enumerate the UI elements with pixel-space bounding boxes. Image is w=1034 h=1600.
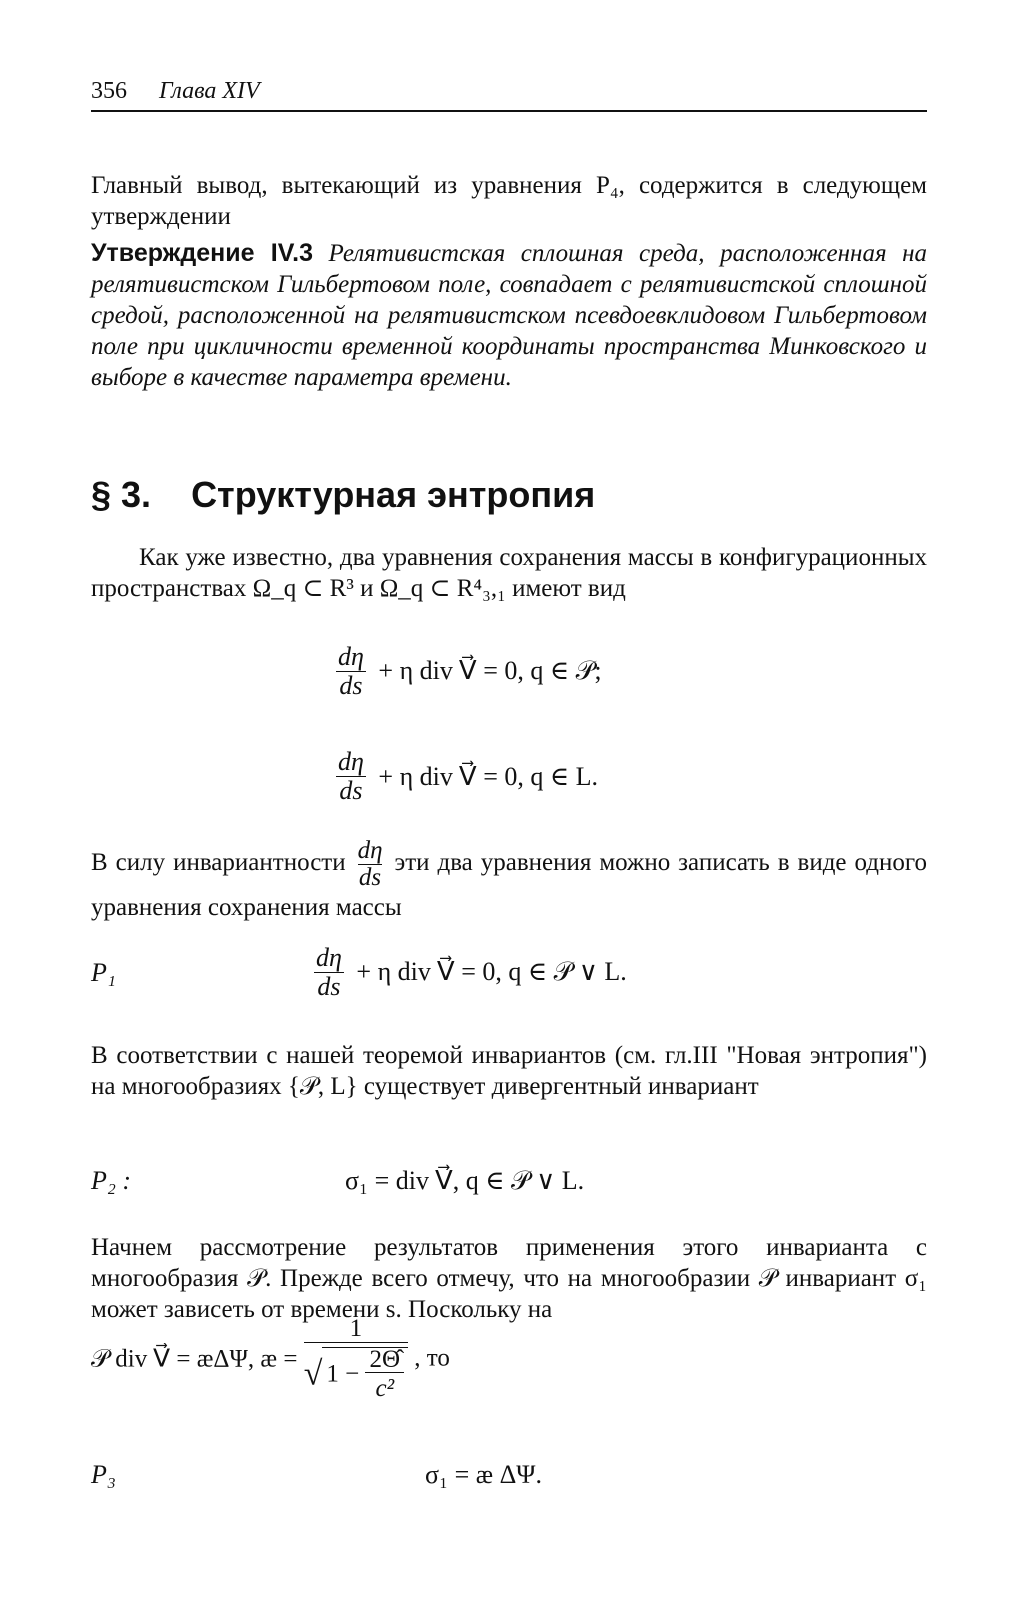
- statement-text: Релятивистская сплошная среда, расположенная на релятивистском Гильбертовом поле, совпадает с релятивистской сплошной средой, расположенной на релятивистском псевдоевклидовом Гильбертовом поле при цикличности временной координаты пространства Минковского и выборе в качестве параметра времени.: [91, 240, 928, 391]
- fraction-numerator: dη: [316, 943, 342, 972]
- equation-p1-fraction: [314, 944, 344, 1001]
- kappa-numerator: 1: [304, 1316, 408, 1343]
- fraction-numerator: dη: [338, 747, 364, 776]
- radicand-fraction: [365, 1348, 404, 1401]
- paragraph-mass-conservation: Как уже известно, два уравнения сохранения массы в конфигурационных пространствах Ω_q ⊂ R³ и Ω_q ⊂ R⁴₃,₁ имеют вид: [91, 544, 927, 602]
- kappa-fraction: [304, 1316, 408, 1401]
- sqrt-sign-icon: √: [303, 1355, 323, 1393]
- kappa-denominator: [304, 1343, 408, 1401]
- equation-p2-label: P₂ :: [91, 1166, 132, 1195]
- equation-p1-body: + η div V⃗ = 0, q ∈ 𝒫 ∨ L.: [356, 957, 627, 986]
- paragraph-invariance-start: В силу инвариантности: [91, 849, 346, 877]
- equation-1-fraction: [336, 643, 366, 700]
- fraction-denominator: ds: [339, 776, 363, 805]
- equation-kappa: [91, 1316, 450, 1401]
- fraction-denominator: ds: [339, 671, 363, 700]
- radicand-denominator: c²: [375, 1375, 395, 1402]
- intro-paragraph: Главный вывод, вытекающий из уравнения P₄, содержится в следующем утверждении: [91, 172, 927, 230]
- fraction-denominator: ds: [317, 972, 341, 1001]
- equation-p2: σ₁ = div V⃗, q ∈ 𝒫 ∨ L.: [345, 1166, 585, 1195]
- statement-paragraph: [91, 238, 927, 393]
- section-title: Структурная энтропия: [191, 474, 596, 515]
- inline-fraction-denominator: ds: [358, 864, 382, 891]
- equation-1: [336, 643, 602, 700]
- paragraph-manifold: Начнем рассмотрение результатов применения этого инварианта с многообразия 𝒫. Прежде всего отмечу, что на многообразии 𝒫 инвариант σ₁ может зависеть от времени s. Поскольку на: [91, 1234, 927, 1323]
- section-number: § 3.: [91, 474, 152, 515]
- equation-p1-label: P₁: [91, 958, 116, 987]
- chapter-title: Глава XIV: [159, 78, 260, 104]
- equation-kappa-tail: , то: [414, 1344, 450, 1372]
- fraction-numerator: dη: [338, 642, 364, 671]
- page-number: 356: [91, 78, 127, 104]
- equation-2-body: + η div V⃗ = 0, q ∈ L.: [378, 761, 598, 791]
- section-heading: [91, 474, 595, 516]
- paragraph-invariance-end: эти два уравнения можно записать в виде одного уравнения сохранения массы: [91, 849, 928, 921]
- statement-label: Утверждение IV.3: [91, 239, 313, 267]
- paragraph-theorem: В соответствии с нашей теоремой инвариантов (см. гл.III "Новая энтропия") на многообразиях {𝒫, L} существует дивергентный инвариант: [91, 1042, 927, 1100]
- running-header: [91, 78, 927, 105]
- equation-kappa-left: 𝒫 div V⃗ = æΔΨ, æ =: [91, 1345, 298, 1373]
- radicand: [322, 1347, 408, 1401]
- inline-fraction: [358, 838, 383, 891]
- equation-2: [336, 748, 598, 805]
- radicand-lead: 1 −: [326, 1360, 360, 1388]
- inline-fraction-numerator: dη: [357, 837, 383, 864]
- equation-1-body: + η div V⃗ = 0, q ∈ 𝒫;: [378, 656, 602, 685]
- radicand-numerator: 2Θ̂: [365, 1348, 404, 1373]
- equation-2-fraction: [336, 748, 366, 805]
- equation-p3: σ₁ = æ ΔΨ.: [425, 1460, 542, 1489]
- equation-p1: [314, 944, 627, 1001]
- header-rule: [91, 110, 927, 112]
- paragraph-invariance: [91, 838, 927, 925]
- equation-p3-label: P₃: [91, 1460, 116, 1489]
